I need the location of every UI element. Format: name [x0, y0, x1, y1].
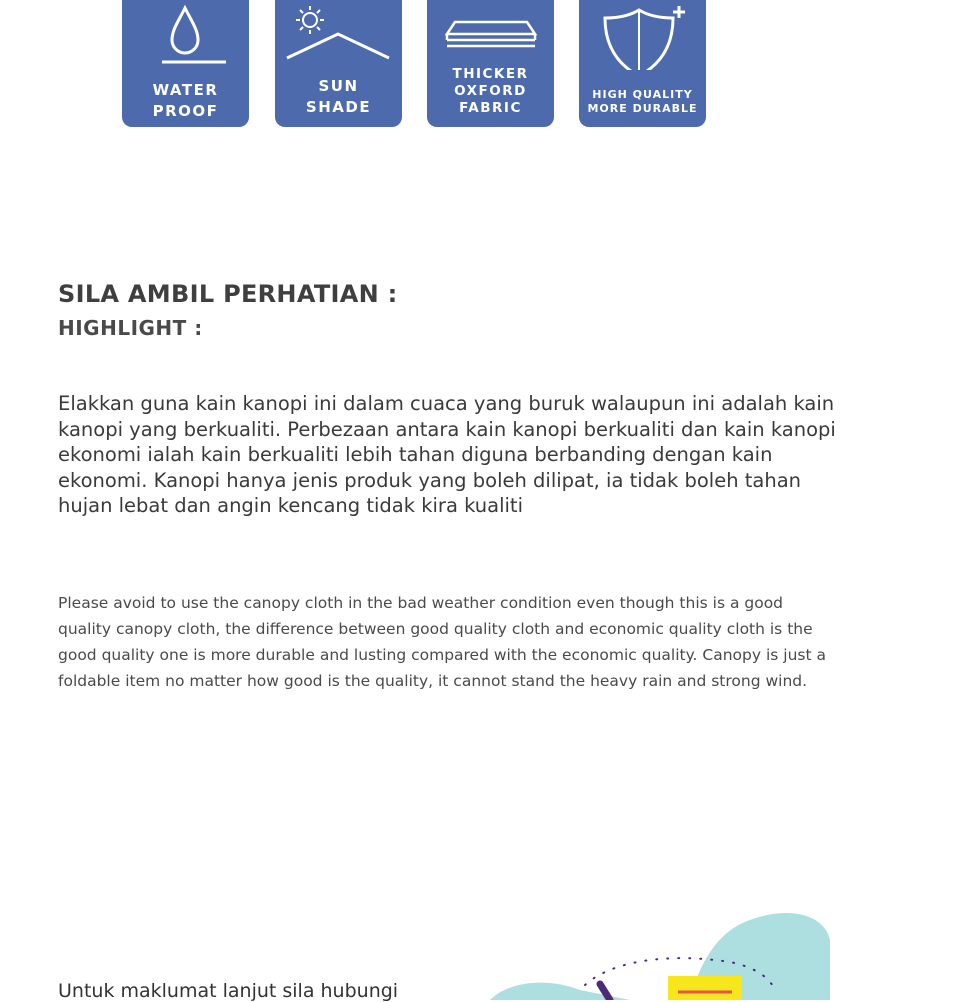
badge-label: HIGH QUALITY MORE DURABLE	[587, 88, 698, 115]
yellow-card	[668, 976, 742, 1000]
sun-shade-icon	[275, 0, 402, 70]
notice-english: Please avoid to use the canopy cloth in the bad weather condition even though this is a good quality canopy cloth, the difference between good quality cloth and economic quality cloth is the good quality one is more durable and lusting compared with the economic quality. Canopy is just a foldable item no matter how good is the quality, it cannot stand the heavy rain and strong wind.	[58, 594, 826, 690]
badge-thicker-oxford-fabric	[427, 0, 554, 127]
badge-water-proof	[122, 0, 249, 127]
water-drop-icon	[122, 0, 249, 70]
badge-sun-shade	[275, 0, 402, 127]
badge-label: SUN SHADE	[305, 77, 372, 116]
badge-label: WATER PROOF	[152, 81, 219, 120]
contact-illustration	[490, 900, 850, 1000]
shield-plus-icon	[579, 0, 706, 70]
fabric-layers-icon	[427, 0, 554, 70]
badge-high-quality	[579, 0, 706, 127]
page-subtitle: HIGHLIGHT :	[58, 316, 203, 340]
badge-label: THICKER OXFORD FABRIC	[452, 66, 529, 116]
notice-malay: Elakkan guna kain kanopi ini dalam cuaca yang buruk walaupun ini adalah kain kanopi yang berkualiti. Perbezaan antara kain kanopi berkualiti dan kain kanopi ekonomi ialah kain berkualiti lebih tahan diguna berbanding dengan kain ekonomi. Kanopi hanya jenis produk yang boleh dilipat, ia tidak boleh tahan hujan lebat dan angin kencang tidak kira kualiti	[58, 392, 836, 517]
contact-heading: Untuk maklumat lanjut sila hubungi	[58, 980, 399, 1002]
page-title: SILA AMBIL PERHATIAN :	[58, 280, 398, 308]
